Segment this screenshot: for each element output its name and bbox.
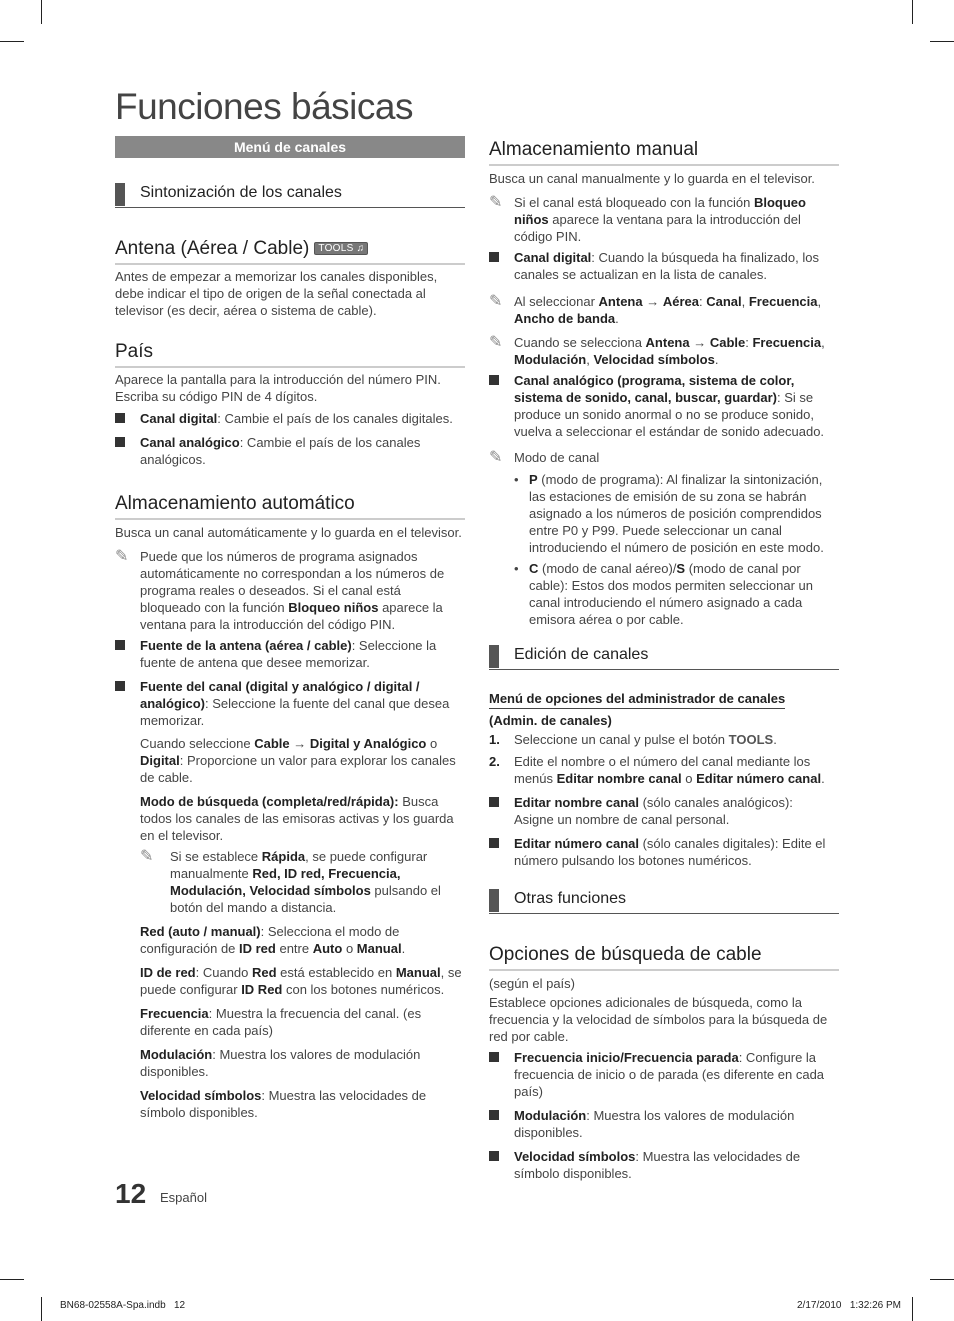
square-bullet-icon — [115, 413, 125, 423]
page-number: 12 — [115, 1178, 147, 1209]
section-sintonizacion — [115, 183, 465, 208]
crop-mark — [912, 0, 913, 24]
crop-mark — [930, 1279, 954, 1280]
pencil-icon: ✎ — [140, 848, 154, 865]
id-red-paragraph: ID de red: Cuando Red está establecido en Manual, se puede configurar ID Red con los botones numéricos. — [140, 965, 462, 997]
pencil-icon: ✎ — [489, 334, 503, 351]
admin-subheading: (Admin. de canales) — [489, 713, 612, 728]
square-bullet-icon — [115, 437, 125, 447]
section-title: Otras funciones — [514, 890, 627, 907]
menu-bar: Menú de canales — [115, 136, 465, 158]
file-info: BN68-02558A-Spa.indb 12 — [60, 1300, 186, 1311]
crop-mark — [912, 1297, 913, 1321]
crop-mark — [930, 41, 954, 42]
square-bullet-icon — [115, 640, 125, 650]
square-bullet-icon — [489, 1151, 499, 1161]
square-bullet-icon — [489, 797, 499, 807]
square-bullet-icon — [115, 681, 125, 691]
section-title: Edición de canales — [514, 646, 649, 663]
section-title: Sintonización de los canales — [140, 184, 342, 201]
section-bar — [489, 889, 499, 912]
pencil-icon: ✎ — [489, 194, 503, 211]
tools-label: TOOLS — [318, 243, 354, 254]
modo-busqueda-paragraph: Modo de búsqueda (completa/red/rápida): Busca todos los canales de las emisoras activas y los guarda en el televisor. — [140, 794, 454, 843]
crop-mark — [41, 1297, 42, 1321]
auto-paragraph: Busca un canal automáticamente y lo guarda en el televisor. — [115, 525, 462, 540]
tools-icon: ♫ — [356, 243, 365, 254]
heading-antena — [115, 238, 465, 265]
bullet-icon: • — [514, 561, 519, 576]
admin-heading: Menú de opciones del administrador de canales — [489, 690, 785, 709]
square-bullet-icon — [489, 252, 499, 262]
frecuencia-paragraph: Frecuencia: Muestra la frecuencia del canal. (es diferente en cada país) — [140, 1006, 422, 1038]
print-date: 2/17/2010 1:32:26 PM — [797, 1300, 901, 1311]
page-title: Funciones básicas — [115, 86, 413, 127]
note-text: Modo de canal — [514, 450, 600, 465]
red-paragraph: Red (auto / manual): Selecciona el modo de configuración de ID red entre Auto o Manual. — [140, 924, 406, 956]
crop-mark — [0, 1279, 24, 1280]
cable-subtitle: (según el país) — [489, 976, 575, 991]
modulacion-paragraph: Modulación: Muestra los valores de modulación disponibles. — [140, 1047, 421, 1079]
tools-badge — [314, 242, 368, 255]
pencil-icon: ✎ — [489, 449, 503, 466]
pencil-icon: ✎ — [489, 293, 503, 310]
language-label: Español — [160, 1190, 207, 1205]
antena-paragraph: Antes de empezar a memorizar los canales disponibles, debe indicar el tipo de origen de la señal conectada al televisor (es decir, aérea o sistema de cable). — [115, 269, 438, 318]
velocidad-paragraph: Velocidad símbolos: Muestra las velocidades de símbolo disponibles. — [140, 1088, 427, 1120]
section-bar — [489, 645, 499, 668]
crop-mark — [0, 41, 24, 42]
crop-mark — [41, 0, 42, 24]
heading-text: Antena (Aérea / Cable) — [115, 238, 310, 259]
square-bullet-icon — [489, 1110, 499, 1120]
section-bar — [115, 183, 125, 206]
section-edicion — [489, 645, 839, 670]
heading-almacenamiento-automatico: Almacenamiento automático — [115, 493, 465, 520]
heading-almacenamiento-manual: Almacenamiento manual — [489, 139, 839, 166]
pencil-icon: ✎ — [115, 548, 129, 565]
bullet-icon: • — [514, 472, 519, 487]
heading-pais: País — [115, 341, 465, 368]
heading-opciones-cable: Opciones de búsqueda de cable — [489, 944, 839, 971]
manual-paragraph: Busca un canal manualmente y lo guarda en el televisor. — [489, 171, 815, 186]
cable-paragraph: Establece opciones adicionales de búsqueda, como la frecuencia y la velocidad de símbolos para la búsqueda de red por cable. — [489, 995, 828, 1044]
cuando-paragraph: Cuando seleccione Cable → Digital y Analógico o Digital: Proporcione un valor para explorar los canales de cable. — [140, 736, 456, 785]
item-number: 1. — [489, 732, 500, 747]
square-bullet-icon — [489, 375, 499, 385]
section-otras — [489, 889, 839, 914]
square-bullet-icon — [489, 838, 499, 848]
item-number: 2. — [489, 754, 500, 769]
pais-paragraph: Aparece la pantalla para la introducción del número PIN. Escriba su código PIN de 4 dígitos. — [115, 372, 441, 404]
square-bullet-icon — [489, 1052, 499, 1062]
